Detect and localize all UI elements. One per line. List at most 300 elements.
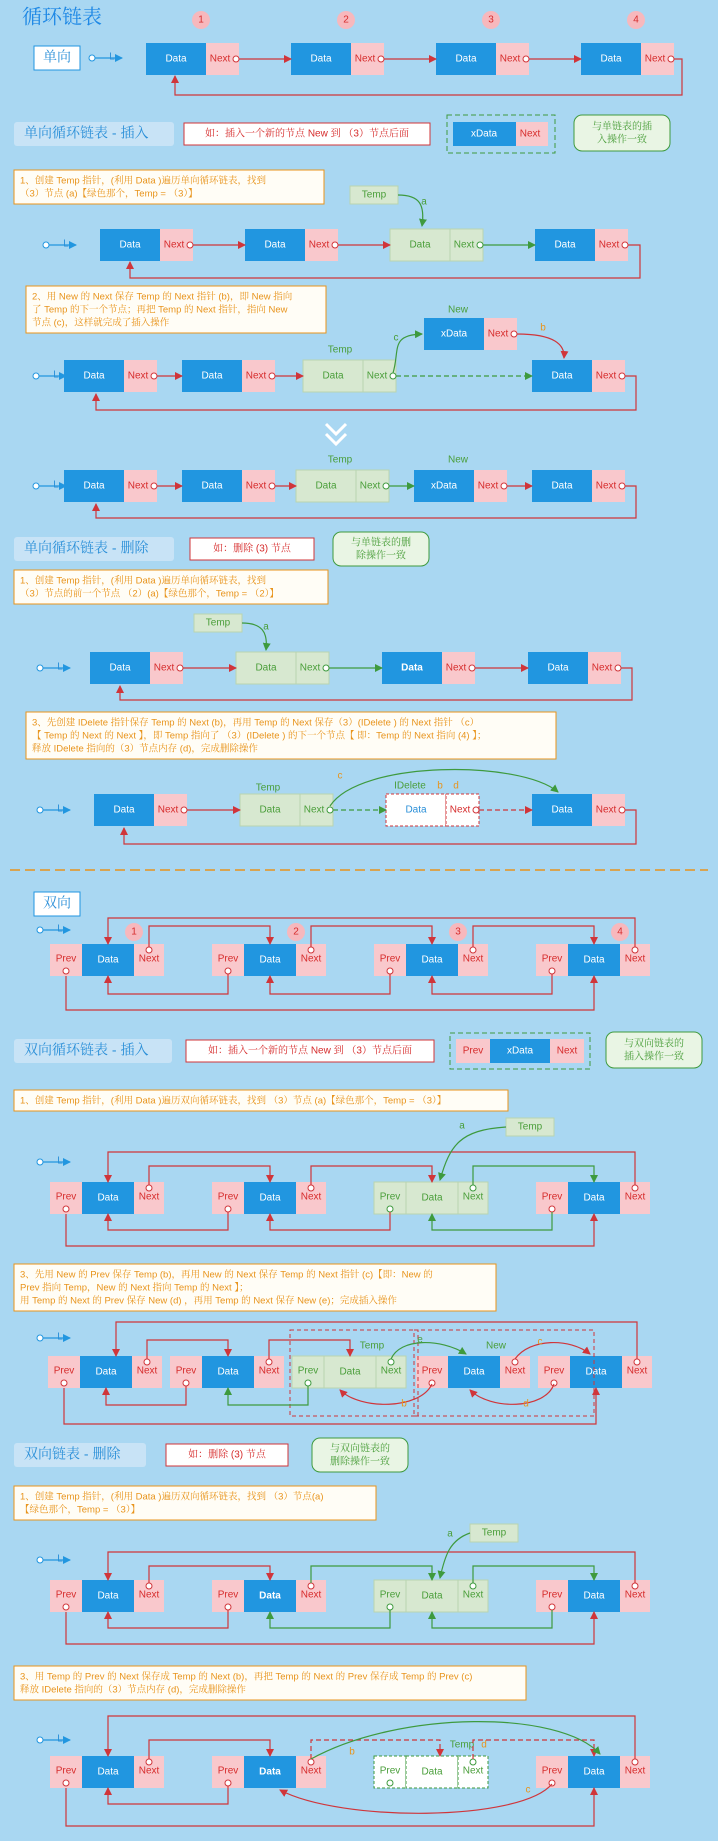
next-label: Next bbox=[308, 239, 330, 251]
temp-label: Temp bbox=[517, 1121, 543, 1133]
next-label: Next bbox=[138, 1765, 160, 1777]
data-label: Data bbox=[401, 662, 423, 674]
head-dot bbox=[37, 1335, 43, 1341]
step-text: （3）节点 (a)【绿色那个，Temp = （3）】 bbox=[20, 188, 198, 200]
d-delete-heading: 双向链表 - 删除 bbox=[24, 1445, 121, 1462]
pointer-dot bbox=[619, 807, 625, 813]
prev-label: Prev bbox=[55, 1765, 77, 1777]
number-label: 2 bbox=[293, 926, 299, 938]
step-letter: a bbox=[447, 1528, 453, 1540]
number-label: 1 bbox=[198, 14, 204, 26]
data-label: Data bbox=[264, 239, 286, 251]
step-letter: c bbox=[537, 1336, 543, 1348]
next-label: Next bbox=[462, 953, 484, 965]
link-arrow bbox=[270, 974, 390, 994]
prev-label: Prev bbox=[541, 1765, 563, 1777]
prev-label: Prev bbox=[541, 1191, 563, 1203]
number-label: 1 bbox=[131, 926, 137, 938]
prev-label: Prev bbox=[217, 1589, 239, 1601]
step-letter: a bbox=[263, 621, 269, 633]
step-letter: b bbox=[540, 322, 546, 334]
pointer-dot bbox=[387, 1780, 393, 1786]
hint-text: 如：删除 (3) 节点 bbox=[213, 543, 291, 555]
data-label: Data bbox=[165, 53, 187, 65]
head-dot bbox=[37, 1557, 43, 1563]
head-dot bbox=[37, 665, 43, 671]
link-arrow bbox=[473, 926, 594, 947]
prev-label: Prev bbox=[297, 1365, 319, 1377]
step-letter: a bbox=[459, 1120, 465, 1132]
next-label: Next bbox=[136, 1365, 158, 1377]
number-label: 3 bbox=[455, 926, 461, 938]
next-label: Next bbox=[591, 662, 613, 674]
link-arrow bbox=[432, 974, 552, 994]
step-letter: a bbox=[421, 196, 427, 208]
pointer-dot bbox=[619, 373, 625, 379]
data-label: Data bbox=[322, 370, 344, 382]
data-label: Data bbox=[259, 1192, 281, 1204]
pointer-dot bbox=[225, 1206, 231, 1212]
step-letter: c bbox=[525, 1784, 531, 1796]
pointer-dot bbox=[61, 1380, 67, 1386]
next-label: Next bbox=[138, 953, 160, 965]
link-arrow bbox=[108, 1786, 228, 1804]
next-label: Next bbox=[245, 480, 267, 492]
head-dot bbox=[37, 807, 43, 813]
head-label: L bbox=[63, 238, 69, 250]
pointer-dot bbox=[327, 807, 333, 813]
pointer-dot bbox=[269, 483, 275, 489]
next-label: Next bbox=[359, 480, 381, 492]
hint-text: 如：插入一个新的节点 New 到 （3）节点后面 bbox=[208, 1045, 412, 1057]
data-label: Data bbox=[551, 804, 573, 816]
next-label: Next bbox=[624, 1191, 646, 1203]
step-text: 了 Temp 的下一个节点；再把 Temp 的 Next 指针，指向 New bbox=[32, 304, 288, 316]
head-dot bbox=[43, 242, 49, 248]
temp-label: Temp bbox=[449, 1739, 475, 1751]
data-label: Data bbox=[255, 662, 277, 674]
number-label: 2 bbox=[343, 14, 349, 26]
pointer-dot bbox=[387, 1604, 393, 1610]
pointer-dot bbox=[632, 1583, 638, 1589]
next-label: Next bbox=[624, 953, 646, 965]
data-label: Data bbox=[551, 480, 573, 492]
step-text: 3、先用 New 的 Prev 保存 Temp (b)，再用 New 的 Next 保存 Temp 的 Next 指针 (c)【即：New 的 bbox=[20, 1269, 433, 1281]
data-label: Data bbox=[97, 1590, 119, 1602]
pointer-dot bbox=[225, 968, 231, 974]
link-arrow bbox=[270, 1212, 390, 1230]
sample-next-label: Next bbox=[519, 128, 541, 140]
same-text: 与双向链表的 bbox=[330, 1443, 390, 1455]
step-text: 【绿色那个，Temp = （3）】 bbox=[20, 1504, 141, 1516]
pointer-dot bbox=[225, 1604, 231, 1610]
prev-label: Prev bbox=[421, 1365, 443, 1377]
data-label: Data bbox=[83, 480, 105, 492]
step-text: 释放 IDelete 指向的（3）节点内存 (d)，完成删除操作 bbox=[32, 743, 258, 755]
step-letter: d bbox=[453, 780, 459, 792]
head-dot bbox=[33, 483, 39, 489]
pointer-dot bbox=[383, 483, 389, 489]
link-arrow bbox=[432, 1212, 552, 1230]
prev-label: Prev bbox=[217, 1765, 239, 1777]
double-label: 双向 bbox=[43, 894, 71, 911]
head-label: L bbox=[53, 369, 59, 381]
next-label: Next bbox=[462, 1191, 484, 1203]
pointer-dot bbox=[387, 968, 393, 974]
pointer-dot bbox=[146, 947, 152, 953]
pointer-dot bbox=[308, 1759, 314, 1765]
next-label: Next bbox=[453, 239, 475, 251]
data-label: Data bbox=[97, 1766, 119, 1778]
link-arrow bbox=[106, 1386, 186, 1405]
link-curve bbox=[440, 1533, 470, 1578]
pointer-dot bbox=[63, 1780, 69, 1786]
pointer-dot bbox=[622, 242, 628, 248]
step-text: 节点 (c)，这样就完成了插入操作 bbox=[32, 317, 170, 329]
data-label: Data bbox=[409, 239, 431, 251]
data-label: Data bbox=[339, 1366, 361, 1378]
prev-label: Prev bbox=[175, 1365, 197, 1377]
temp-label: Temp bbox=[361, 189, 387, 201]
pointer-dot bbox=[470, 1759, 476, 1765]
next-label: Next bbox=[258, 1365, 280, 1377]
step-letter: b bbox=[437, 780, 443, 792]
link-arrow bbox=[311, 926, 432, 947]
next-label: Next bbox=[157, 804, 179, 816]
step-letter: d bbox=[523, 1398, 529, 1410]
idelete-label: IDelete bbox=[394, 780, 426, 792]
data-label: Data bbox=[583, 1590, 605, 1602]
head-dot bbox=[33, 373, 39, 379]
next-label: Next bbox=[462, 1589, 484, 1601]
data-label: Data bbox=[455, 53, 477, 65]
link-arrow bbox=[228, 1386, 308, 1405]
head-label: L bbox=[57, 1155, 63, 1167]
number-label: 4 bbox=[617, 926, 623, 938]
next-label: Next bbox=[504, 1365, 526, 1377]
next-label: Next bbox=[624, 1765, 646, 1777]
pointer-dot bbox=[183, 1380, 189, 1386]
data-label: Data bbox=[95, 1366, 117, 1378]
pointer-dot bbox=[632, 947, 638, 953]
loop-bottom bbox=[64, 1388, 596, 1424]
pointer-dot bbox=[477, 242, 483, 248]
pointer-dot bbox=[668, 56, 674, 62]
pointer-dot bbox=[266, 1359, 272, 1365]
next-label: Next bbox=[499, 53, 521, 65]
step-letter: e bbox=[417, 1334, 423, 1346]
head-label: L bbox=[57, 923, 63, 935]
step-text: 1、创建 Temp 指针，(利用 Data )遍历单向循环链表，找到 bbox=[20, 175, 266, 187]
same-text: 与单链表的删 bbox=[351, 537, 411, 549]
pointer-dot bbox=[308, 1583, 314, 1589]
next-label: Next bbox=[153, 662, 175, 674]
same-text: 删除操作一致 bbox=[330, 1456, 390, 1468]
pointer-dot bbox=[549, 968, 555, 974]
head-label: L bbox=[57, 1733, 63, 1745]
pointer-dot bbox=[387, 1206, 393, 1212]
number-label: 3 bbox=[488, 14, 494, 26]
s-insert-heading: 单向循环链表 - 插入 bbox=[24, 124, 149, 141]
head-dot bbox=[37, 1159, 43, 1165]
pointer-dot bbox=[63, 1206, 69, 1212]
loop-top bbox=[108, 1716, 635, 1759]
sample-prev-label: Prev bbox=[462, 1045, 484, 1057]
temp-label: Temp bbox=[327, 344, 353, 356]
loop-top bbox=[108, 918, 635, 947]
prev-label: Prev bbox=[217, 1191, 239, 1203]
next-label: Next bbox=[462, 1765, 484, 1777]
same-text: 插入操作一致 bbox=[624, 1051, 684, 1063]
data-label: Data bbox=[547, 662, 569, 674]
next-label: Next bbox=[595, 480, 617, 492]
new-label: New bbox=[447, 454, 469, 466]
data-label: Data bbox=[201, 370, 223, 382]
step-text: 释放 IDelete 指向的（3）节点内存 (d)，完成删除操作 bbox=[20, 1684, 246, 1696]
data-label: Data bbox=[97, 954, 119, 966]
data-label: Data bbox=[109, 662, 131, 674]
pointer-dot bbox=[187, 242, 193, 248]
prev-label: Prev bbox=[55, 953, 77, 965]
sample-data-label: xData bbox=[470, 128, 498, 140]
sample-data-label: xData bbox=[506, 1045, 534, 1057]
temp-label: Temp bbox=[359, 1340, 385, 1352]
head-label: L bbox=[57, 803, 63, 815]
step-letter: c bbox=[337, 770, 343, 782]
pointer-dot bbox=[512, 1359, 518, 1365]
data-label: Data bbox=[421, 1590, 443, 1602]
prev-label: Prev bbox=[541, 1589, 563, 1601]
same-text: 与双向链表的 bbox=[624, 1038, 684, 1050]
pointer-dot bbox=[233, 56, 239, 62]
next-label: Next bbox=[127, 480, 149, 492]
step-letter: b bbox=[349, 1746, 355, 1758]
head-label: L bbox=[57, 661, 63, 673]
next-label: Next bbox=[303, 804, 325, 816]
pointer-dot bbox=[634, 1359, 640, 1365]
data-label: Data bbox=[551, 370, 573, 382]
new-label: New bbox=[485, 1340, 507, 1352]
step-text: 3、先创建 IDelete 指针保存 Temp 的 Next (b)，再用 Temp 的 Next 保存（3）(IDelete ) 的 Next 指针 （c） bbox=[32, 717, 480, 729]
next-label: Next bbox=[595, 370, 617, 382]
pointer-dot bbox=[632, 1185, 638, 1191]
pointer-dot bbox=[470, 1185, 476, 1191]
next-label: Next bbox=[380, 1365, 402, 1377]
data-label: Data bbox=[583, 954, 605, 966]
step-text: （3）节点的前一个节点 （2）(a)【绿色那个，Temp = （2）】 bbox=[20, 588, 279, 600]
next-label: Next bbox=[477, 480, 499, 492]
pointer-dot bbox=[225, 1780, 231, 1786]
step-text: 3、用 Temp 的 Prev 的 Next 保存成 Temp 的 Next (b)，再把 Temp 的 Next 的 Prev 保存成 Temp 的 Prev (c) bbox=[20, 1671, 473, 1683]
pointer-dot bbox=[63, 968, 69, 974]
data-label: Data bbox=[583, 1766, 605, 1778]
data-label: Data bbox=[405, 804, 427, 816]
step-letter: b bbox=[401, 1398, 407, 1410]
pointer-dot bbox=[549, 1780, 555, 1786]
step-text: 1、创建 Temp 指针，(利用 Data )遍历双向循环链表，找到 （3）节点 (a)【绿色那个，Temp = （3）】 bbox=[20, 1095, 447, 1107]
loop-bottom bbox=[66, 1788, 594, 1826]
data-label: Data bbox=[119, 239, 141, 251]
next-label: Next bbox=[624, 1589, 646, 1601]
pointer-dot bbox=[181, 807, 187, 813]
pointer-dot bbox=[632, 1759, 638, 1765]
pointer-dot bbox=[144, 1359, 150, 1365]
next-label: Next bbox=[626, 1365, 648, 1377]
sample-next-label: Next bbox=[556, 1045, 578, 1057]
link-arrow bbox=[432, 1610, 552, 1628]
data-label: Data bbox=[83, 370, 105, 382]
temp-label: Temp bbox=[481, 1527, 507, 1539]
pointer-dot bbox=[549, 1604, 555, 1610]
new-label: New bbox=[447, 304, 469, 316]
link-arrow bbox=[108, 1610, 228, 1628]
pointer-dot bbox=[305, 1380, 311, 1386]
pointer-dot bbox=[378, 56, 384, 62]
pointer-dot bbox=[549, 1206, 555, 1212]
prev-label: Prev bbox=[379, 1765, 401, 1777]
pointer-dot bbox=[332, 242, 338, 248]
link-arrow bbox=[270, 1610, 390, 1628]
pointer-dot bbox=[177, 665, 183, 671]
next-label: Next bbox=[138, 1191, 160, 1203]
prev-label: Prev bbox=[379, 953, 401, 965]
prev-label: Prev bbox=[55, 1191, 77, 1203]
data-label: Data bbox=[259, 954, 281, 966]
step-text: 【 Temp 的 Next 的 Next 】，即 Temp 指向了 （3）(IDelete ) 的下一个节点【 即：Temp 的 Next 指向 (4) 】； bbox=[32, 730, 487, 742]
link-curve bbox=[398, 195, 423, 226]
data-label: Data bbox=[421, 1766, 443, 1778]
data-label: Data bbox=[97, 1192, 119, 1204]
single-label: 单向 bbox=[43, 48, 71, 65]
link-arrow bbox=[108, 974, 228, 994]
prev-label: Prev bbox=[379, 1191, 401, 1203]
data-label: Data bbox=[600, 53, 622, 65]
data-label: Data bbox=[315, 480, 337, 492]
next-label: Next bbox=[449, 804, 471, 816]
prev-label: Prev bbox=[379, 1589, 401, 1601]
pointer-dot bbox=[619, 483, 625, 489]
next-label: Next bbox=[299, 662, 321, 674]
pointer-dot bbox=[63, 1604, 69, 1610]
prev-label: Prev bbox=[53, 1365, 75, 1377]
data-label: Data bbox=[554, 239, 576, 251]
data-label: Data bbox=[583, 1192, 605, 1204]
same-text: 除操作一致 bbox=[356, 550, 406, 562]
data-label: Data bbox=[217, 1366, 239, 1378]
pointer-dot bbox=[469, 665, 475, 671]
head-label: L bbox=[57, 1553, 63, 1565]
pointer-dot bbox=[470, 947, 476, 953]
next-label: Next bbox=[127, 370, 149, 382]
data-label: Data bbox=[259, 1766, 281, 1778]
data-label: xData bbox=[430, 480, 458, 492]
s-delete-heading: 单向循环链表 - 删除 bbox=[24, 539, 149, 556]
next-label: Next bbox=[595, 804, 617, 816]
same-text: 入操作一致 bbox=[597, 134, 647, 146]
next-label: Next bbox=[209, 53, 231, 65]
next-label: Next bbox=[163, 239, 185, 251]
loop-top bbox=[108, 1152, 635, 1185]
hint-text: 如：插入一个新的节点 New 到 （3）节点后面 bbox=[205, 128, 409, 140]
pointer-dot bbox=[523, 56, 529, 62]
step-letter: c bbox=[393, 332, 399, 344]
pointer-dot bbox=[151, 483, 157, 489]
number-label: 4 bbox=[633, 14, 639, 26]
next-label: Next bbox=[445, 662, 467, 674]
step-text: 用 Temp 的 Next 的 Prev 保存 New (d) ，再用 Temp 的 Next 保存 New (e)；完成插入操作 bbox=[20, 1295, 397, 1307]
data-label: Data bbox=[421, 954, 443, 966]
hint-text: 如：删除 (3) 节点 bbox=[188, 1449, 266, 1461]
next-label: Next bbox=[300, 1191, 322, 1203]
loop-top bbox=[108, 1552, 635, 1583]
next-label: Next bbox=[245, 370, 267, 382]
data-label: Data bbox=[259, 1590, 281, 1602]
temp-label: Temp bbox=[255, 782, 281, 794]
d-insert-heading: 双向循环链表 - 插入 bbox=[24, 1041, 149, 1058]
head-label: L bbox=[53, 479, 59, 491]
data-label: Data bbox=[463, 1366, 485, 1378]
head-label: L bbox=[109, 51, 115, 63]
prev-label: Prev bbox=[55, 1589, 77, 1601]
prev-label: Prev bbox=[543, 1365, 565, 1377]
next-label: Next bbox=[487, 328, 509, 340]
prev-label: Prev bbox=[217, 953, 239, 965]
pointer-dot bbox=[390, 373, 396, 379]
next-label: Next bbox=[138, 1589, 160, 1601]
pointer-dot bbox=[151, 373, 157, 379]
temp-label: Temp bbox=[205, 617, 231, 629]
temp-label: Temp bbox=[327, 454, 353, 466]
next-label: Next bbox=[354, 53, 376, 65]
link-arrow bbox=[149, 926, 270, 947]
step-text: Prev 指向 Temp，New 的 Next 指向 Temp 的 Next 】； bbox=[20, 1282, 249, 1294]
pointer-dot bbox=[473, 807, 479, 813]
data-label: Data bbox=[310, 53, 332, 65]
pointer-dot bbox=[146, 1759, 152, 1765]
step-text: 2、用 New 的 Next 保存 Temp 的 Next 指针 (b)，即 New 指向 bbox=[32, 291, 293, 303]
data-label: xData bbox=[440, 328, 468, 340]
data-label: Data bbox=[585, 1366, 607, 1378]
pointer-dot bbox=[615, 665, 621, 671]
next-label: Next bbox=[644, 53, 666, 65]
pointer-dot bbox=[308, 1185, 314, 1191]
data-label: Data bbox=[421, 1192, 443, 1204]
head-dot bbox=[89, 55, 95, 61]
next-label: Next bbox=[300, 953, 322, 965]
chevron-icon bbox=[326, 424, 346, 434]
head-dot bbox=[37, 927, 43, 933]
same-text: 与单链表的插 bbox=[592, 121, 652, 133]
head-dot bbox=[37, 1737, 43, 1743]
data-label: Data bbox=[259, 804, 281, 816]
link-curve bbox=[517, 334, 564, 358]
next-label: Next bbox=[300, 1765, 322, 1777]
step-text: 1、创建 Temp 指针，(利用 Data )遍历单向循环链表，找到 bbox=[20, 575, 266, 587]
data-label: Data bbox=[113, 804, 135, 816]
pointer-dot bbox=[388, 1359, 394, 1365]
prev-label: Prev bbox=[541, 953, 563, 965]
link-arrow bbox=[108, 1212, 228, 1230]
next-label: Next bbox=[598, 239, 620, 251]
next-label: Next bbox=[300, 1589, 322, 1601]
head-label: L bbox=[57, 1331, 63, 1343]
pointer-dot bbox=[470, 1583, 476, 1589]
pointer-dot bbox=[323, 665, 329, 671]
step-text: 1、创建 Temp 指针，(利用 Data )遍历双向循环链表，找到 （3）节点(a) bbox=[20, 1491, 324, 1503]
pointer-dot bbox=[511, 331, 517, 337]
pointer-dot bbox=[269, 373, 275, 379]
page-title: 循环链表 bbox=[22, 6, 102, 29]
